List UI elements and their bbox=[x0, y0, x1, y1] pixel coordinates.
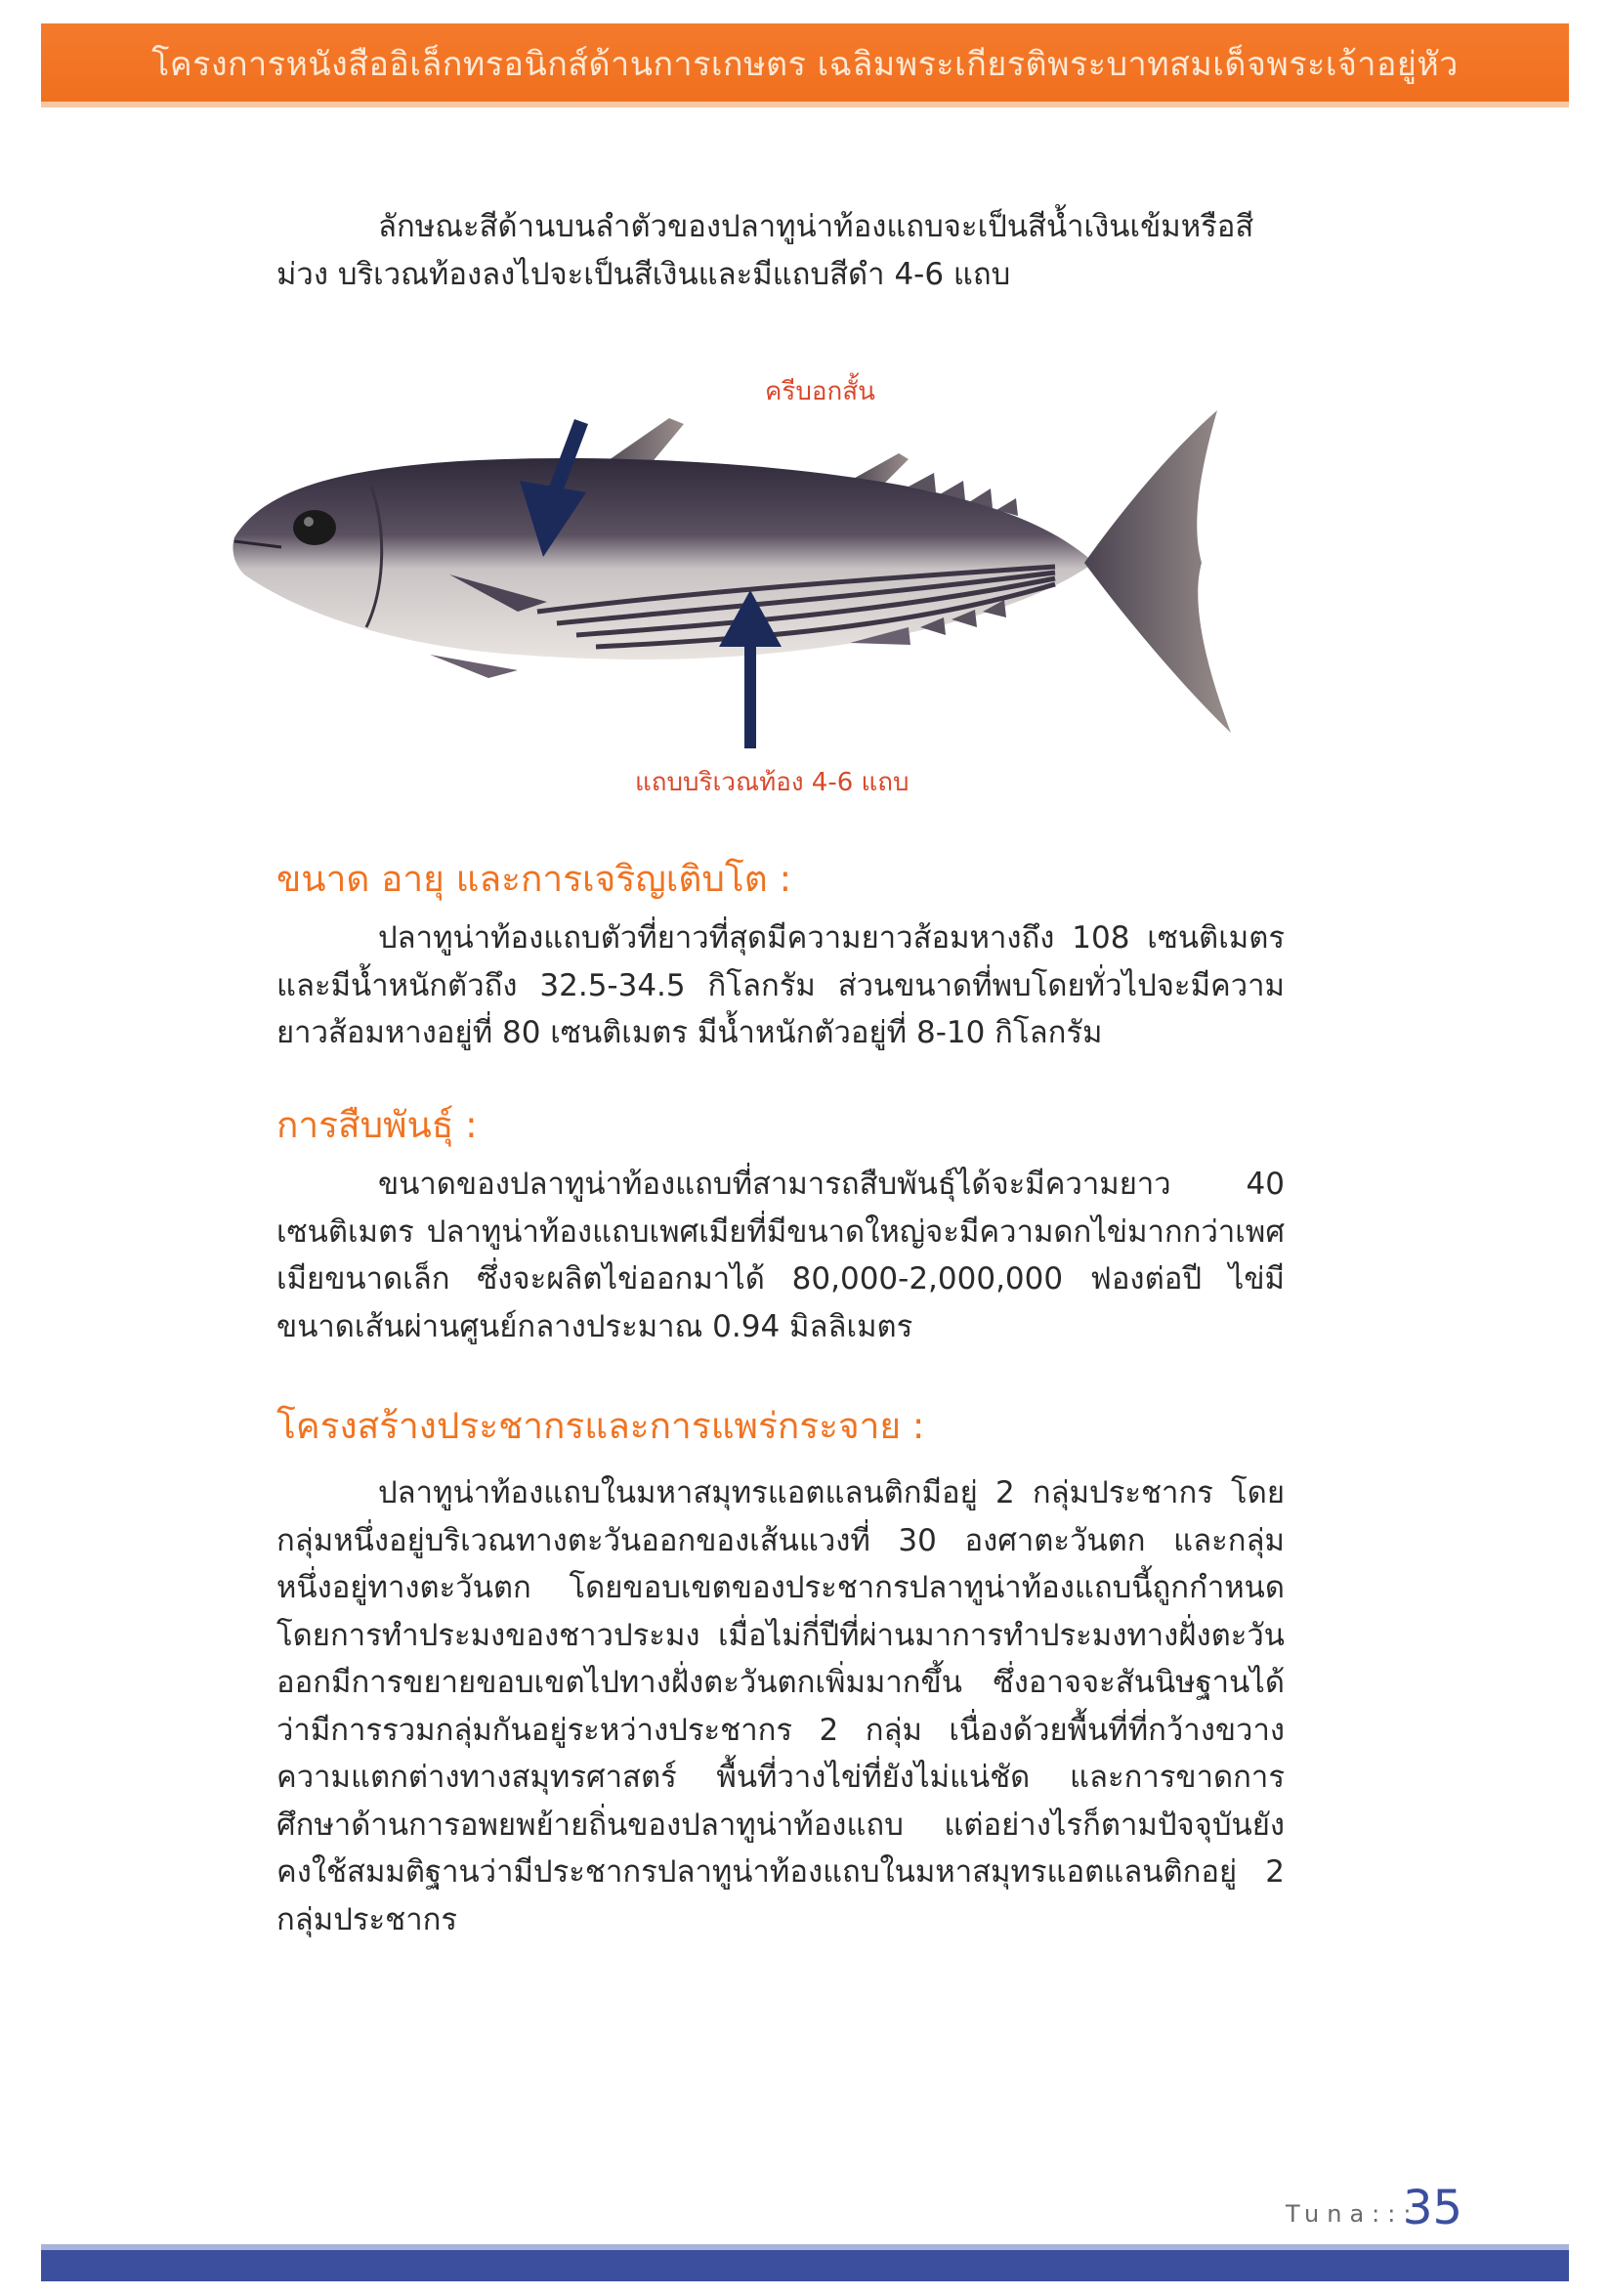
skipjack-tuna-illustration bbox=[225, 371, 1329, 801]
page-number: 35 bbox=[1403, 2181, 1463, 2235]
tail-fin bbox=[1084, 410, 1231, 733]
paragraph-reproduction: ขนาดของปลาทูน่าท้องแถบที่สามารถสืบพันธุ์ได้จะมีความยาว 40 เซนติเมตร ปลาทูน่าท้องแถบเพศเมียที่มีขนาดใหญ่จะมีความดกไข่มากกว่าเพศเมียขนาดเล็ก ซึ่งจะผลิตไข่ออกมาได้ 80,000-2,000,000 ฟองต่อปี ไข่มีขนาดเส้นผ่านศูนย์กลางประมาณ 0.94 มิลลิเมตร bbox=[276, 1167, 1285, 1344]
fish-figure bbox=[225, 371, 1329, 801]
footer-band bbox=[41, 2250, 1569, 2281]
paragraph-size: ปลาทูน่าท้องแถบตัวที่ยาวที่สุดมีความยาวส้อมหางถึง 108 เซนติเมตร และมีน้ำหนักตัวถึง 32.5-34.5 กิโลกรัม ส่วนขนาดที่พบโดยทั่วไปจะมีความยาวส้อมหางอยู่ที่ 80 เซนติเมตร มีน้ำหนักตัวอยู่ที่ 8-10 กิโลกรัม bbox=[276, 920, 1285, 1050]
header-band bbox=[41, 23, 1569, 102]
stripes-label: แถบบริเวณท้อง 4-6 แถบ bbox=[635, 768, 910, 797]
heading-reproduction: การสืบพันธุ์ : bbox=[276, 1104, 478, 1146]
heading-population: โครงสร้างประชากรและการแพร่กระจาย : bbox=[276, 1405, 925, 1447]
fin-label: ครีบอกสั้น bbox=[765, 377, 875, 406]
header-title: โครงการหนังสืออิเล็กทรอนิกส์ด้านการเกษตร เฉลิมพระเกียรติพระบาทสมเด็จพระเจ้าอยู่หัว bbox=[151, 45, 1459, 84]
heading-size: ขนาด อายุ และการเจริญเติบโต : bbox=[276, 858, 792, 900]
fish-eye bbox=[293, 510, 336, 545]
paragraph-population: ปลาทูน่าท้องแถบในมหาสมุทรแอตแลนติกมีอยู่ 2 กลุ่มประชากร โดยกลุ่มหนึ่งอยู่บริเวณทางตะวันออกของเส้นแวงที่ 30 องศาตะวันตก และกลุ่มหนึ่งอยู่ทางตะวันตก โดยขอบเขตของประชากรปลาทูน่าท้องแถบนี้ถูกกำหนดโดยการทำประมงของชาวประมง เมื่อไม่กี่ปีที่ผ่านมาการทำประมงทางฝั่งตะวันออกมีการขยายขอบเขตไปทางฝั่งตะวันตกเพิ่มมากขึ้น ซึ่งอาจจะสันนิษฐานได้ว่ามีการรวมกลุ่มกันอยู่ระหว่างประชากร 2 กลุ่ม เนื่องด้วยพื้นที่ที่กว้างขวาง ความแตกต่างทางสมุทรศาสตร์ พื้นที่วางไข่ที่ยังไม่แน่ชัด และการขาดการศึกษาด้านการอพยพย้ายถิ่นของปลาทูน่าท้องแถบ แต่อย่างไรก็ตามปัจจุบันยังคงใช้สมมติฐานว่ามีประชากรปลาทูน่าท้องแถบในมหาสมุทรแอตแลนติกอยู่ 2 กลุ่มประชากร bbox=[276, 1475, 1285, 1937]
intro-paragraph: ลักษณะสีด้านบนลำตัวของปลาทูน่าท้องแถบจะเป็นสีน้ำเงินเข้มหรือสีม่วง บริเวณท้องลงไปจะเป็นสีเงินและมีแถบสีดำ 4-6 แถบ bbox=[276, 209, 1254, 292]
footer-label: Tuna::: bbox=[1286, 2200, 1419, 2228]
